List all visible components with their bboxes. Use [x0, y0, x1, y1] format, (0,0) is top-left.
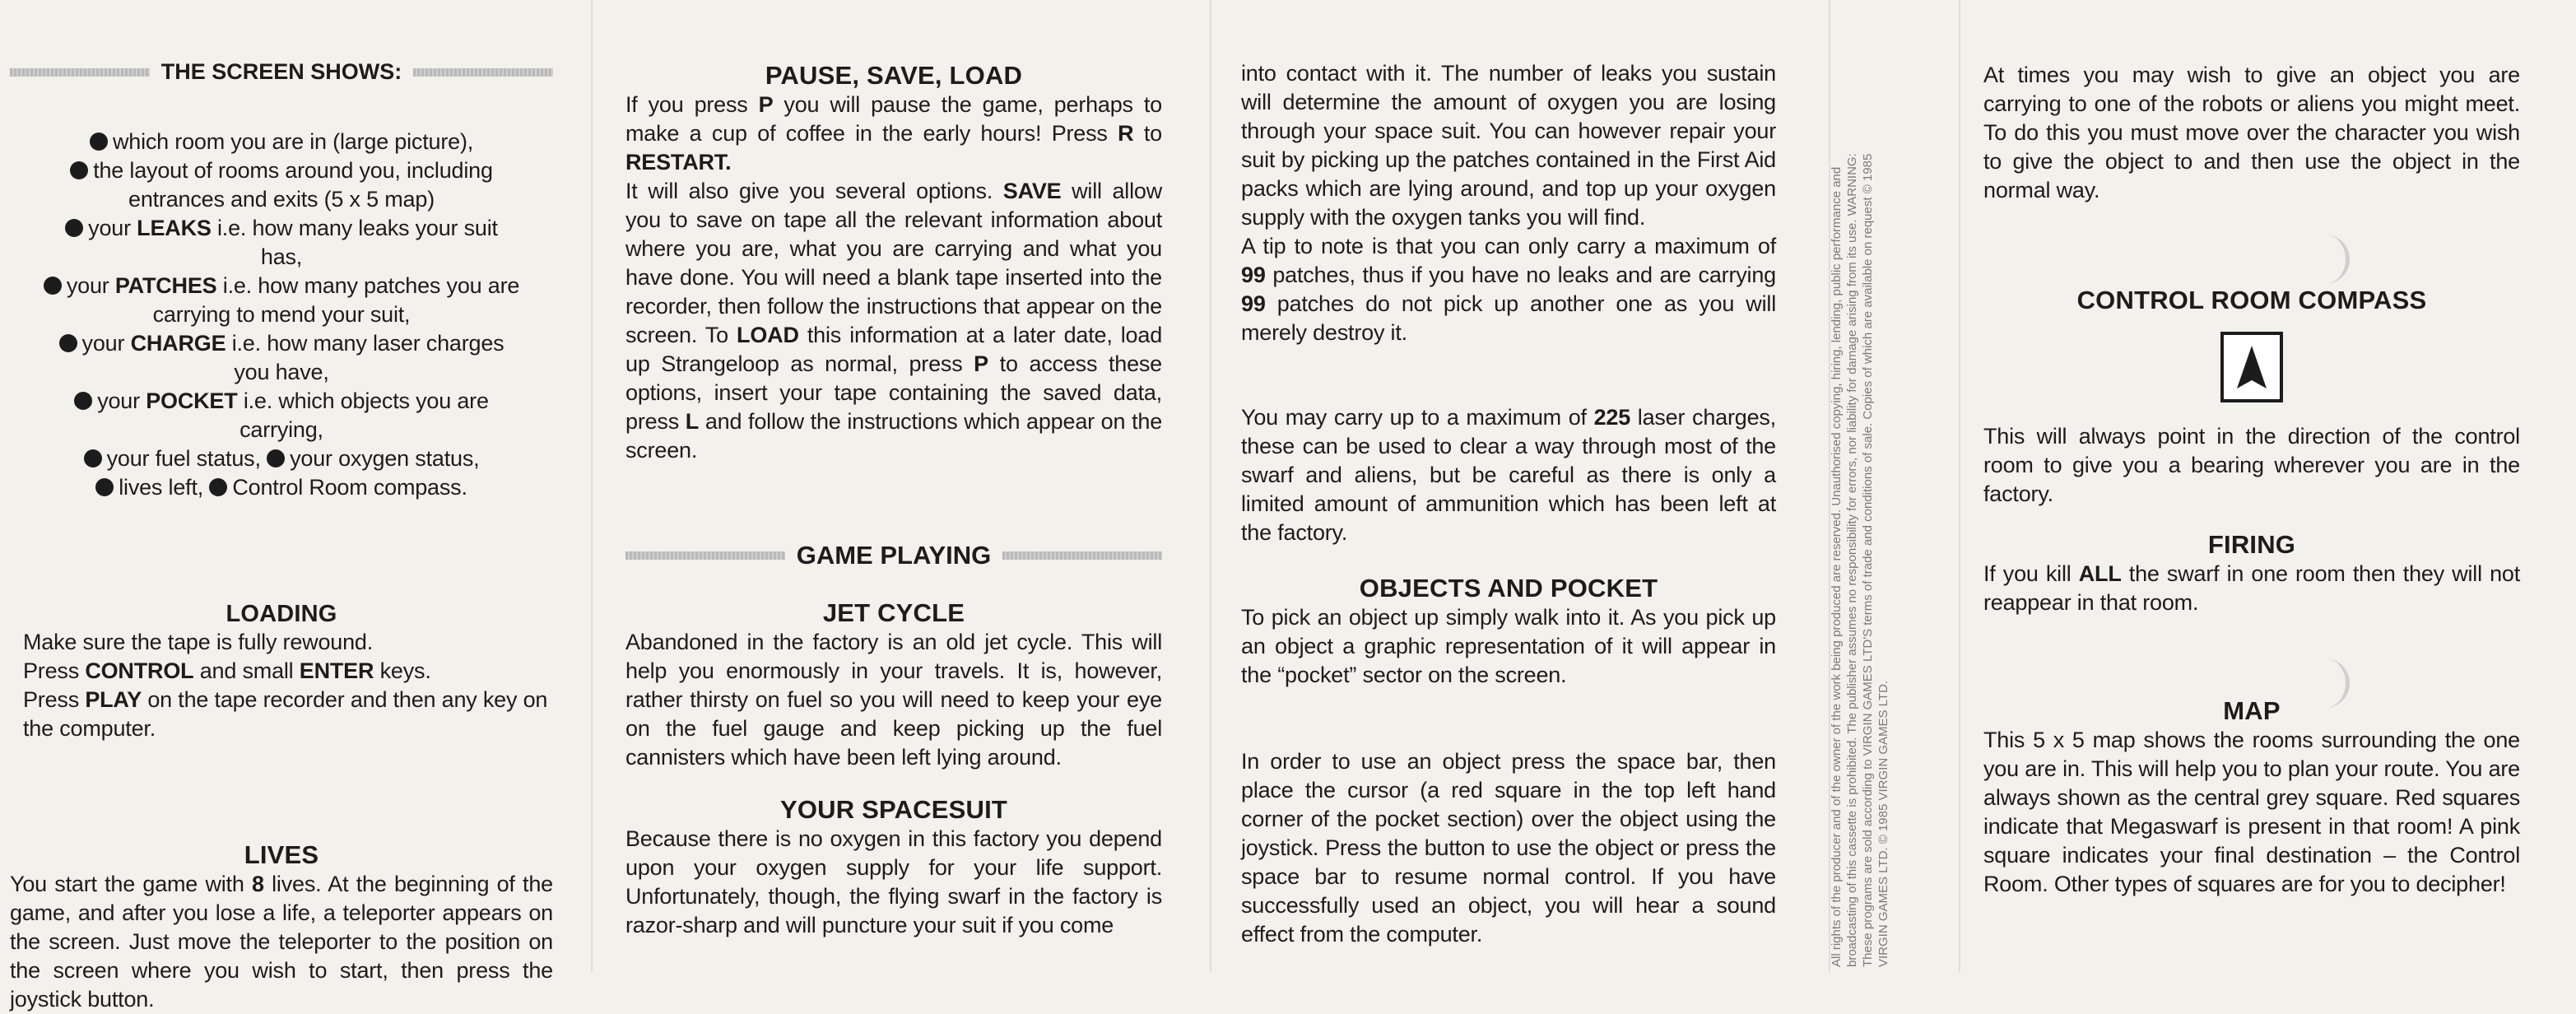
- panel-screen-loading-lives: [10, 0, 553, 1012]
- loading-heading: LOADING: [226, 601, 337, 627]
- game-playing-heading: GAME PLAYING: [625, 541, 1162, 570]
- spacesuit-continued-text: into contact with it. The number of leaks you sustain will determine the amount of oxygen you are losing through your space suit. You can however repair your suit by picking up the patches contained in the First Aid packs which are lying around, and top up your oxygen supply with the oxygen tanks you will find.: [1241, 61, 1776, 230]
- firing-text: If you kill ALL the swarf in one room then they will not reappear in that room.: [1983, 561, 2521, 615]
- compass-arrow-icon: [2234, 344, 2270, 390]
- panel-suit-objects: [1241, 0, 1776, 972]
- give-object-text: At times you may wish to give an object you are carrying to one of the robots or aliens you might meet. To do this you must move over the character you wish to give the object to and then use the object in the normal way.: [1983, 63, 2520, 202]
- pause-text: If you press P you will pause the game, perhaps to make a cup of coffee in the early hours! Press R to RESTART.: [625, 92, 1162, 174]
- screen-item: your PATCHES i.e. how many patches you are carrying to mend your suit,: [43, 272, 520, 329]
- lives-heading: LIVES: [244, 840, 319, 869]
- screen-shows-heading: THE SCREEN SHOWS:: [10, 59, 553, 85]
- panel-compass-firing-map: [1983, 0, 2520, 972]
- save-text: It will also give you several options. SAVE will allow you to save on tape all the relevant information about where you are, what you are carrying and what you have done. You will need a blank tape inserted into the recorder, then follow the instructions that appear on the screen. To LOAD this information at a later date, load up Strangeloop as normal, press P to access these options, insert your tape containing the saved data, press L and follow the instructions which appear on the screen.: [625, 179, 1163, 463]
- compass-box: [2220, 332, 2283, 402]
- bullet-icon: [209, 478, 227, 496]
- screen-shows-list: [10, 128, 553, 502]
- screen-item: your POCKET i.e. which objects you are carrying,: [43, 387, 520, 444]
- spacesuit-heading: YOUR SPACESUIT: [779, 795, 1008, 824]
- screen-item: your LEAKS i.e. how many leaks your suit has,: [43, 214, 520, 272]
- bullet-icon: [65, 219, 83, 237]
- bullet-icon: [90, 133, 108, 151]
- loading-text-3: Press PLAY on the tape recorder and then any key on the computer.: [23, 687, 548, 741]
- firing-heading: FIRING: [2207, 530, 2296, 559]
- laser-text: You may carry up to a maximum of 225 laser charges, these can be used to clear a way through most of the swarf and aliens, but be careful as there is only a limited amount of ammunition which has been left at the factory.: [1241, 405, 1776, 545]
- lives-text: You start the game with 8 lives. At the beginning of the game, and after you lose a life, a teleporter appears on the screen. Just move the teleporter to the position on the screen where you wish to start, then press the joystick button.: [10, 872, 553, 1012]
- screen-item: lives left, Control Room compass.: [43, 473, 520, 502]
- map-text: This 5 x 5 map shows the rooms surrounding the one you are in. This will help you to plan your route. You are always shown as the central grey square. Red squares indicate that Megaswarf is present in that room! A pink square indicates your final destination – the Control Room. Other types of squares are for you to decipher!: [1983, 728, 2520, 896]
- bullet-icon: [70, 161, 88, 179]
- fold-line: [1210, 0, 1211, 972]
- bullet-icon: [59, 334, 77, 352]
- compass-heading: CONTROL ROOM COMPASS: [2076, 286, 2427, 314]
- spacesuit-text: Because there is no oxygen in this factory you depend upon your oxygen supply for your life support. Unfortunately, though, the flying swarf in the factory is razor-sharp and will puncture your suit if you come: [625, 826, 1162, 937]
- decorative-curl: [2313, 235, 2350, 284]
- jet-cycle-heading: JET CYCLE: [822, 598, 965, 627]
- pause-heading: PAUSE, SAVE, LOAD: [765, 61, 1023, 90]
- panel-pause-game-playing: [625, 0, 1162, 972]
- objects-text: To pick an object up simply walk into it. As you pick up an object a graphic representation of it will appear in the “pocket” sector on the screen.: [1241, 605, 1776, 687]
- objects-heading: OBJECTS AND POCKET: [1359, 574, 1658, 602]
- loading-text-2: Press CONTROL and small ENTER keys.: [23, 658, 431, 683]
- bullet-icon: [267, 449, 285, 467]
- map-heading: MAP: [2223, 696, 2281, 725]
- fold-line: [591, 0, 593, 972]
- bullet-icon: [95, 478, 114, 496]
- compass-text: This will always point in the direction of the control room to give you a bearing wherever you are in the factory.: [1983, 424, 2520, 506]
- screen-item: your fuel status, your oxygen status,: [43, 444, 520, 473]
- bullet-icon: [84, 449, 102, 467]
- fold-line: [1959, 0, 1960, 972]
- use-object-text: In order to use an object press the space bar, then place the cursor (a red square in the top left hand corner of the pocket section) over the object using the joystick. Press the button to use the object or press the space bar to resume normal control. If you have successfully used an object, you will hear a sound effect from the computer.: [1241, 749, 1776, 947]
- screen-item: your CHARGE i.e. how many laser charges you have,: [43, 329, 520, 387]
- bullet-icon: [44, 277, 62, 295]
- loading-text-1: Make sure the tape is fully rewound.: [23, 630, 374, 654]
- jet-cycle-text: Abandoned in the factory is an old jet cycle. This will help you enormously in your travels. It is, however, rather thirsty on fuel so you will need to keep your eye on the fuel gauge and keep picking up the fuel cannisters which have been left lying around.: [625, 630, 1162, 770]
- bullet-icon: [74, 392, 92, 410]
- screen-item: which room you are in (large picture),: [43, 128, 520, 156]
- legal-notice: All rights of the producer and of the owner of the work being produced are reserved. Unauthorised copying, hiring, lending, public performance and broadcasting of this cassette is prohibited. The publisher assumes no responsibility for errors, nor liability for damage arising from its use. WARNING: These programs are sold according to VIRGIN GAMES LTD'S terms of trade and conditions of sale. Copies of which are available on request © 1985 VIRGIN GAMES LTD. © 1985 VIRGIN GAMES LTD.: [1830, 153, 1890, 967]
- screen-item: the layout of rooms around you, including entrances and exits (5 x 5 map): [43, 156, 520, 214]
- patch-tip-text: A tip to note is that you can only carry a maximum of 99 patches, thus if you have no leaks and are carrying 99 patches do not pick up another one as you will merely destroy it.: [1241, 234, 1776, 345]
